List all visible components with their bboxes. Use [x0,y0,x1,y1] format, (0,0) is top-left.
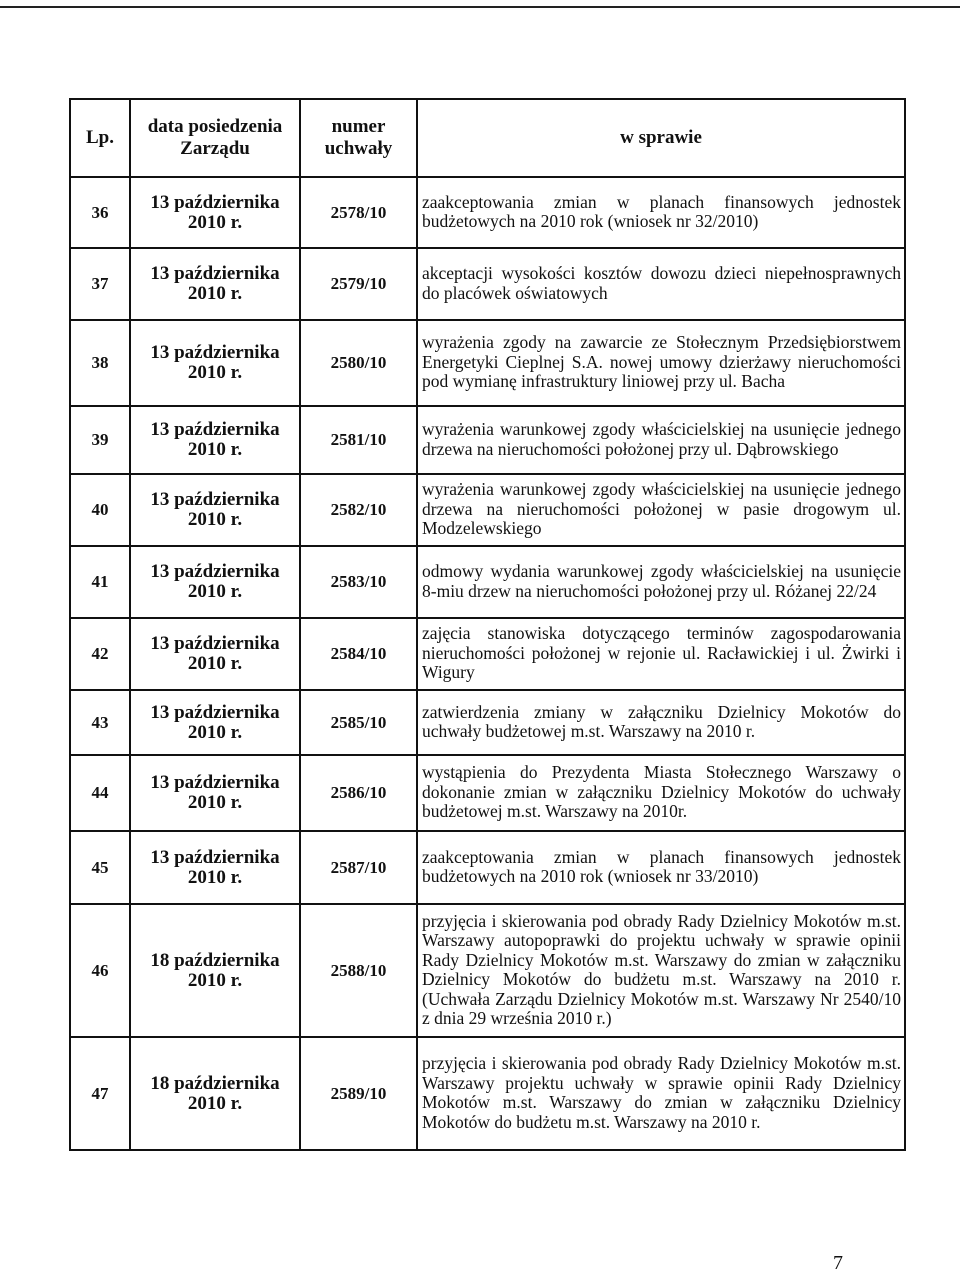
table-row [70,248,905,320]
row-date [130,690,300,755]
table-row [70,690,905,755]
row-lp: 46 [70,904,130,1037]
row-date-day: 18 października [150,1072,280,1094]
header-lp: Lp. [70,99,130,177]
row-date [130,248,300,320]
row-date-year: 2010 r. [187,439,243,460]
table-row [70,831,905,904]
row-date-year: 2010 r. [187,721,243,743]
row-resolution-number: 2580/10 [300,320,417,406]
row-subject: przyjęcia i skierowania pod obrady Rady Dzielnicy Mokotów m.st. Warszawy autopoprawki do projektu uchwały w sprawie opinii Rady Dzielnicy Mokotów m.st. Warszawy do zmian w załączniku Dzielnicy Mokotów do budżetu m.st. Warszawy na 2010 r. (Uchwała Zarządu Dzielnicy Mokotów m.st. Warszawy Nr 2540/10 z dnia 29 września 2010 r.) [417,904,905,1037]
row-resolution-number: 2585/10 [300,690,417,755]
row-resolution-number: 2578/10 [300,177,417,248]
row-subject: odmowy wydania warunkowej zgody właścicielskiej na usunięcie 8-miu drzew na nieruchomości położonej przy ul. Różanej 22/24 [417,546,905,618]
row-date-day: 13 października [150,701,280,723]
row-date [130,755,300,831]
header-date-line1: data posiedzenia [147,116,283,137]
row-date-year: 2010 r. [187,969,243,991]
row-resolution-number: 2584/10 [300,618,417,690]
row-lp: 37 [70,248,130,320]
table-row [70,177,905,248]
row-resolution-number: 2589/10 [300,1037,417,1150]
row-subject: zaakceptowania zmian w planach finansowych jednostek budżetowych na 2010 rok (wniosek nr 33/2010) [417,831,905,904]
table-row [70,406,905,474]
row-date-year: 2010 r. [187,362,243,383]
row-date-year: 2010 r. [187,653,243,674]
row-date-day: 13 października [150,419,280,440]
row-lp: 40 [70,474,130,546]
header-subject: w sprawie [417,99,905,177]
row-lp: 38 [70,320,130,406]
table-row [70,904,905,1037]
row-subject: zatwierdzenia zmiany w załączniku Dzielnicy Mokotów do uchwały budżetowej m.st. Warszawy na 2010 r. [417,690,905,755]
header-date-line2: Zarządu [180,138,250,159]
table-header-row [70,99,905,177]
page-number: 7 [833,1252,843,1274]
header-date [130,99,300,177]
row-lp: 36 [70,177,130,248]
row-date-day: 13 października [150,846,280,868]
row-date-day: 13 października [150,263,280,284]
row-date [130,618,300,690]
row-date [130,1037,300,1150]
row-lp: 47 [70,1037,130,1150]
row-resolution-number: 2582/10 [300,474,417,546]
row-resolution-number: 2586/10 [300,755,417,831]
row-date-year: 2010 r. [187,1092,243,1114]
row-date [130,406,300,474]
row-resolution-number: 2579/10 [300,248,417,320]
table-row [70,618,905,690]
resolutions-table [69,98,906,1151]
row-lp: 39 [70,406,130,474]
row-date-day: 13 października [150,561,280,582]
row-date-day: 13 października [150,772,280,793]
row-date-year: 2010 r. [187,211,243,233]
row-date-day: 13 października [150,342,280,363]
header-number-line1: numer [331,116,386,137]
row-subject: wystąpienia do Prezydenta Miasta Stołecznego Warszawy o dokonanie zmian w załączniku Dzielnicy Mokotów do uchwały budżetowej m.st. Warszawy na 2010r. [417,755,905,831]
row-subject: zaakceptowania zmian w planach finansowych jednostek budżetowych na 2010 rok (wniosek nr 32/2010) [417,177,905,248]
header-number [300,99,417,177]
row-subject: wyrażenia warunkowej zgody właścicielskiej na usunięcie jednego drzewa na nieruchomości położonej przy ul. Dąbrowskiego [417,406,905,474]
table-row [70,474,905,546]
row-resolution-number: 2583/10 [300,546,417,618]
row-date-year: 2010 r. [187,866,243,888]
row-resolution-number: 2587/10 [300,831,417,904]
row-resolution-number: 2581/10 [300,406,417,474]
row-date-year: 2010 r. [187,792,243,813]
header-number-line2: uchwały [324,138,393,159]
row-subject: zajęcia stanowiska dotyczącego terminów zagospodarowania nieruchomości położonej w rejonie ul. Racławickiej i ul. Żwirki i Wigury [417,618,905,690]
row-date [130,831,300,904]
row-date-year: 2010 r. [187,283,243,304]
row-date-day: 18 października [150,949,280,971]
top-rule [0,6,960,8]
row-lp: 42 [70,618,130,690]
table-row [70,320,905,406]
row-subject: wyrażenia zgody na zawarcie ze Stołecznym Przedsiębiorstwem Energetyki Cieplnej S.A. nowej umowy dzierżawy nieruchomości pod wymianę infrastruktury liniowej przy ul. Bacha [417,320,905,406]
row-subject: wyrażenia warunkowej zgody właścicielskiej na usunięcie jednego drzewa na nieruchomości położonej w pasie drogowym ul. Modzelewskiego [417,474,905,546]
row-lp: 43 [70,690,130,755]
row-subject: przyjęcia i skierowania pod obrady Rady Dzielnicy Mokotów m.st. Warszawy projektu uchwały w sprawie opinii Rady Dzielnicy Mokotów m.st. Warszawy do zmian w załączniku Dzielnicy Mokotów do budżetu m.st. Warszawy na 2010 r. [417,1037,905,1150]
row-date-day: 13 października [150,489,280,510]
row-date [130,474,300,546]
row-subject: akceptacji wysokości kosztów dowozu dzieci niepełnosprawnych do placówek oświatowych [417,248,905,320]
row-lp: 44 [70,755,130,831]
table-row [70,1037,905,1150]
table-row [70,755,905,831]
row-date-day: 13 października [150,633,280,654]
row-lp: 41 [70,546,130,618]
row-date-year: 2010 r. [187,509,243,530]
row-date [130,546,300,618]
table-row [70,546,905,618]
row-date-day: 13 października [150,191,280,213]
row-date [130,320,300,406]
row-resolution-number: 2588/10 [300,904,417,1037]
row-lp: 45 [70,831,130,904]
row-date [130,177,300,248]
row-date [130,904,300,1037]
row-date-year: 2010 r. [187,581,243,602]
